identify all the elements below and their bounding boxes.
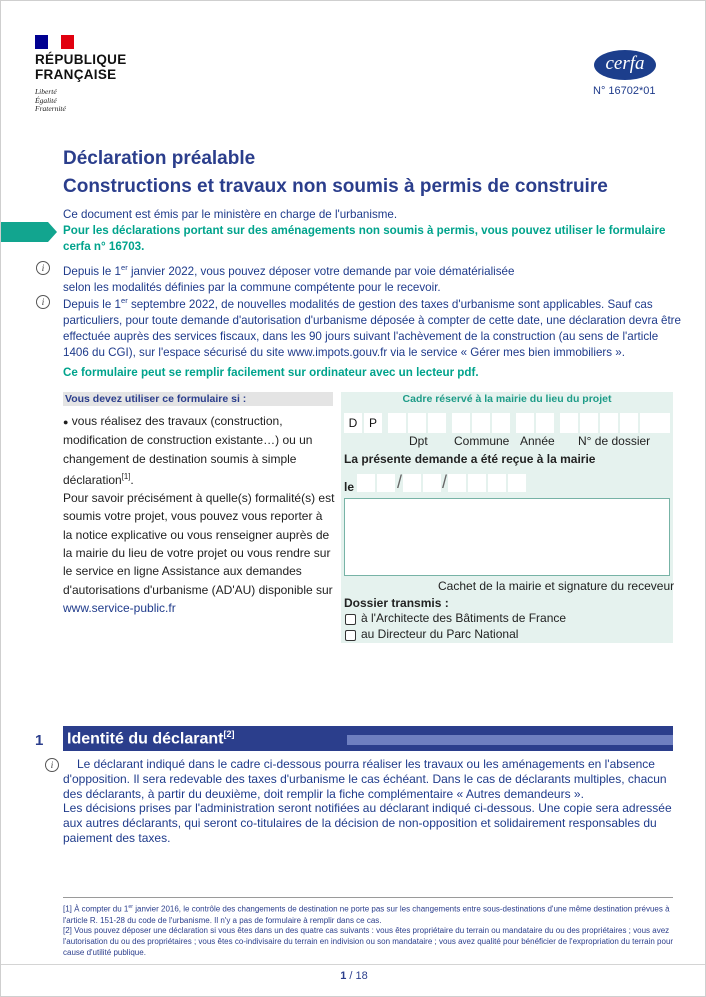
intro-paragraph-1: Ce document est émis par le ministère en charge de l'urbanisme.: [63, 208, 398, 221]
republic-motto: [35, 88, 115, 114]
motto-fraternite: Fraternité: [35, 104, 66, 113]
dossier-box-dpt[interactable]: [428, 413, 446, 433]
option-abf-label: à l'Architecte des Bâtiments de France: [361, 611, 567, 625]
usage-body: ● vous réalisez des travaux (construction, modification de construction existante…) ou un changement de destination soumis à simple déclaration[1]. Pour savoir précisément à quelle(s) formalité(s) est soumis votre projet, vous pouvez vous reporter à la notice explicative ou vous renseigner auprès de la mairie du lieu de votre projet ou vous rendre sur le service en ligne Assistance aux demandes d'autorisations d'urbanisme (AD'AU) disponible sur www.service-public.fr: [63, 414, 335, 615]
dossier-box-number[interactable]: [620, 413, 638, 433]
checkbox-parc-national[interactable]: [345, 630, 356, 641]
republic-line-1: RÉPUBLIQUE: [35, 52, 127, 67]
date-year-box[interactable]: [488, 474, 506, 492]
cerfa-number: N° 16702*01: [593, 85, 656, 97]
page-footer-line: [1, 964, 705, 965]
dossier-box-number[interactable]: [600, 413, 618, 433]
section-text-1: Le déclarant indiqué dans le cadre ci-dessous pourra réaliser les travaux ou les aménagements en l'absence d'opposition. Il sera redevable des taxes d'urbanisme le cas échéant. Dans le cas de déclarants multiples, chacun des déclarants, à partir du deuxième, doit remplir la fiche complémentaire « Autres demandeurs ».: [63, 757, 667, 801]
option-parc-label: au Directeur du Parc National: [361, 627, 519, 641]
label-dpt: Dpt: [409, 434, 428, 448]
footnote-1: [1] À compter du 1er janvier 2016, le contrôle des changements de destination ne porte pas sur les changements entre sous-destinations d'une même destination prévues à l'article R. 151-28 du code de l'urbanisme. Il n'y a pas de formulaire à remplir dans ce cas.: [63, 904, 670, 925]
section-decoration: [347, 735, 673, 745]
dossier-box-number[interactable]: [580, 413, 598, 433]
label-annee: Année: [520, 434, 555, 448]
usage-heading: Vous devez utiliser ce formulaire si :: [63, 392, 333, 406]
motto-liberte: Liberté: [35, 87, 57, 96]
date-year-box[interactable]: [448, 474, 466, 492]
mairie-reserved-frame: [341, 392, 673, 643]
date-separator: /: [442, 472, 448, 492]
document-subtitle: Constructions et travaux non soumis à permis de construire: [63, 176, 608, 197]
label-commune: Commune: [454, 434, 510, 448]
reception-label: La présente demande a été reçue à la mairie: [344, 452, 596, 466]
cerfa-logo: cerfa: [594, 50, 656, 80]
bullet-icon: ●: [63, 417, 69, 427]
info-icon: i: [45, 758, 59, 772]
stamp-area[interactable]: [344, 498, 670, 576]
footnote-separator: [63, 897, 673, 898]
intro-paragraph-3: Depuis le 1er janvier 2022, vous pouvez déposer votre demande par voie dématérialisée selon les modalités définies par la commune compétente pour le recevoir.: [63, 263, 515, 295]
section-title: Identité du déclarant[2]: [67, 729, 235, 748]
dossier-box-dpt[interactable]: [408, 413, 426, 433]
date-year-box[interactable]: [508, 474, 526, 492]
republic-line-2: FRANÇAISE: [35, 67, 117, 82]
dossier-box-commune[interactable]: [472, 413, 490, 433]
dossier-box-commune[interactable]: [492, 413, 510, 433]
footnote-2: [2] Vous pouvez déposer une déclaration si vous êtes dans un des quatre cas suivants : vous êtes propriétaire du terrain ou mandataire du ou des propriétaires ; vous avez l'autorisation du ou des propriétaires ; vous êtes co-indivisaire du terrain en indivision ou son mandataire ; vous avez qualité pour bénéficier de l'expropriation du terrain pour cause d'utilité publique.: [63, 926, 674, 957]
section-number: 1: [35, 732, 44, 749]
section-text: [63, 757, 675, 846]
date-label: le: [344, 480, 355, 494]
stamp-caption: Cachet de la mairie et signature du receveur: [438, 579, 675, 593]
reserved-heading: Cadre réservé à la mairie du lieu du projet: [402, 393, 612, 405]
dossier-box-p: P: [364, 413, 382, 433]
date-month-box[interactable]: [423, 474, 441, 492]
dossier-box-number[interactable]: [560, 413, 578, 433]
service-public-link[interactable]: www.service-public.fr: [63, 600, 176, 615]
date-separator: /: [397, 472, 403, 492]
section-header-bar: [63, 726, 673, 751]
date-day-box[interactable]: [377, 474, 395, 492]
dossier-box-commune[interactable]: [452, 413, 470, 433]
french-flag-icon: [35, 35, 74, 49]
section-text-2: Les décisions prises par l'administration seront notifiées au déclarant indiqué ci-dessous. Une copie sera adressée aux autres déclarants, qui seront co-titulaires de la décision de non-opposition et solidairement responsables du paiement des taxes.: [63, 801, 672, 845]
date-day-box[interactable]: [357, 474, 375, 492]
dossier-box-number[interactable]: [652, 413, 670, 433]
checkbox-abf[interactable]: [345, 614, 356, 625]
dossier-box-dpt[interactable]: [388, 413, 406, 433]
info-icon: i: [36, 261, 50, 275]
intro-paragraph-2: Pour les déclarations portant sur des aménagements non soumis à permis, vous pouvez utiliser le formulaire cerfa n° 16703.: [63, 224, 666, 254]
document-title: Déclaration préalable: [63, 148, 256, 169]
transmitted-label: Dossier transmis :: [344, 596, 449, 610]
motto-egalite: Égalité: [35, 95, 57, 105]
dossier-box-d: D: [344, 413, 362, 433]
arrow-marker-icon: [1, 222, 57, 242]
republic-name: [35, 52, 175, 82]
label-dossier: N° de dossier: [578, 434, 651, 448]
date-month-box[interactable]: [403, 474, 421, 492]
intro-paragraph-4: Depuis le 1er septembre 2022, de nouvelles modalités de gestion des taxes d'urbanisme sont applicables. Sauf cas particuliers, pour toute demande d'autorisation d'urbanisme déposée à compter de cette date, une déclaration devra être effectuée auprès des services fiscaux, dans les 90 jours suivant l'achèvement de la construction (au sens de l'article 1406 du CGI), sur l'espace sécurisé du site www.impots.gouv.fr via le service « Gérer mes bien immobiliers ».: [63, 296, 681, 360]
info-icon: i: [36, 295, 50, 309]
dossier-box-annee[interactable]: [516, 413, 534, 433]
date-year-box[interactable]: [468, 474, 486, 492]
dossier-box-annee[interactable]: [536, 413, 554, 433]
intro-paragraph-5: Ce formulaire peut se remplir facilement sur ordinateur avec un lecteur pdf.: [63, 366, 479, 379]
page-number: 1 / 18: [340, 970, 368, 982]
